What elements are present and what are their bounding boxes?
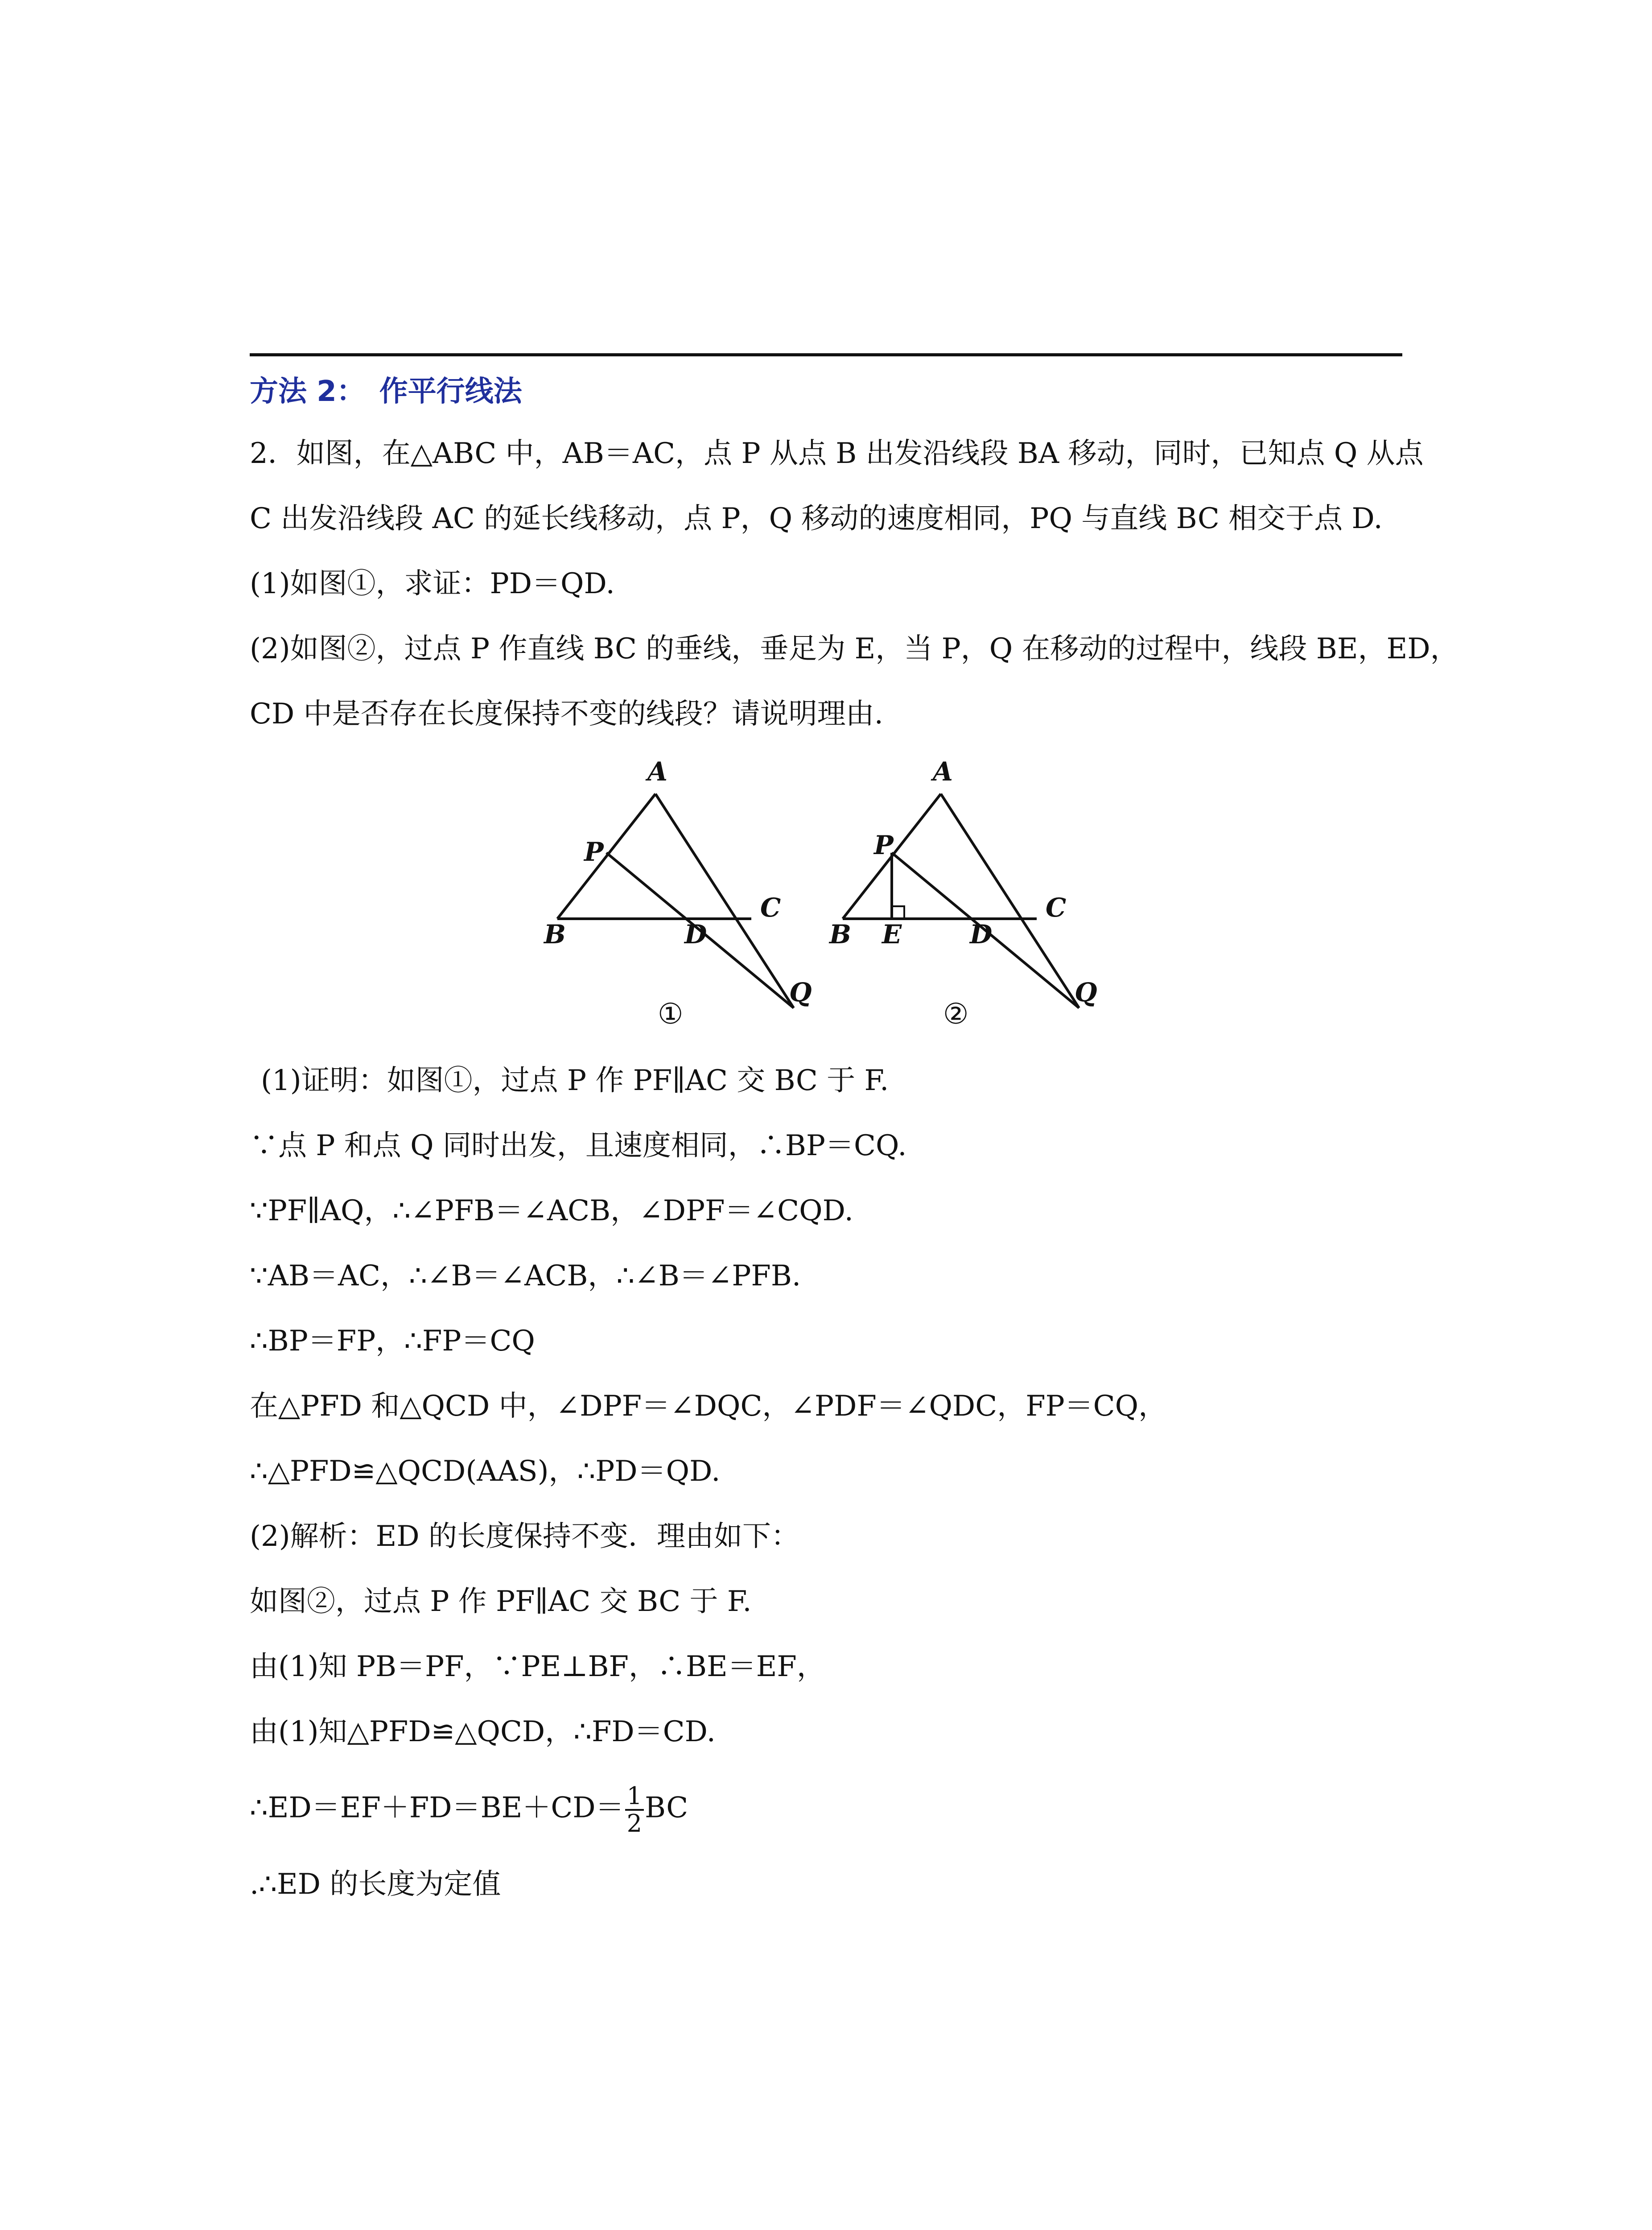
figure-1 [526, 754, 838, 1039]
solution-line-4: ∵AB＝AC，∴∠B＝∠ACB，∴∠B＝∠PFB. [250, 1260, 801, 1293]
label-a: A [647, 756, 668, 787]
solution-line-12 [250, 1783, 688, 1837]
top-rule [250, 353, 1402, 356]
label-d: D [684, 919, 707, 950]
label-q: Q [789, 977, 812, 1008]
fraction-denominator: 2 [626, 1809, 642, 1838]
solution-line-2: ∵点 P 和点 Q 同时出发，且速度相同，∴BP＝CQ. [250, 1129, 907, 1162]
equation-tail: BC [644, 1791, 688, 1825]
label-c: C [1046, 892, 1067, 923]
caption-2: ② [943, 998, 969, 1031]
solution-line-11: 由(1)知△PFD≌△QCD，∴FD＝CD. [250, 1715, 716, 1748]
label-b: B [544, 919, 566, 950]
solution-line-5: ∴BP＝FP，∴FP＝CQ [250, 1325, 535, 1358]
label-p: P [874, 830, 894, 860]
solution-line-1: (1)证明：如图①，过点 P 作 PF∥AC 交 BC 于 F. [261, 1064, 889, 1097]
problem-line-2: C 出发沿线段 AC 的延长线移动，点 P，Q 移动的速度相同，PQ 与直线 BC 相交于点 D. [250, 502, 1383, 535]
problem-line-1: 2．如图，在△ABC 中，AB＝AC，点 P 从点 B 出发沿线段 BA 移动，同时，已知点 Q 从点 [250, 437, 1424, 470]
solution-line-6: 在△PFD 和△QCD 中，∠DPF＝∠DQC，∠PDF＝∠QDC，FP＝CQ， [250, 1390, 1167, 1423]
segment-ab [557, 794, 655, 919]
label-b: B [829, 919, 852, 950]
label-d: D [970, 919, 993, 950]
label-q: Q [1075, 977, 1097, 1008]
section-heading: 方法 2： 作平行线法 [250, 375, 522, 408]
problem-line-5: CD 中是否存在长度保持不变的线段？请说明理由. [250, 698, 883, 731]
solution-line-13: .∴ED 的长度为定值 [250, 1868, 501, 1901]
caption-1: ① [658, 998, 684, 1031]
equation-main: ∴ED＝EF＋FD＝BE＋CD＝ [250, 1791, 624, 1825]
label-a: A [933, 756, 953, 787]
label-c: C [760, 892, 781, 923]
solution-line-3: ∵PF∥AQ，∴∠PFB＝∠ACB，∠DPF＝∠CQD. [250, 1194, 853, 1227]
fraction-numerator: 1 [625, 1783, 644, 1811]
label-p: P [584, 837, 604, 867]
right-angle-mark [892, 906, 904, 919]
fraction-half [625, 1783, 644, 1837]
figure-2 [812, 754, 1133, 1039]
solution-line-7: ∴△PFD≌△QCD(AAS)，∴PD＝QD. [250, 1455, 721, 1488]
problem-line-3: (1)如图①，求证：PD＝QD. [250, 567, 615, 600]
solution-line-8: (2)解析：ED 的长度保持不变．理由如下： [250, 1520, 800, 1553]
solution-line-9: 如图②，过点 P 作 PF∥AC 交 BC 于 F. [250, 1585, 752, 1618]
problem-line-4: (2)如图②，过点 P 作直线 BC 的垂线，垂足为 E，当 P，Q 在移动的过程中，线段 BE，ED， [250, 632, 1459, 665]
label-e: E [882, 919, 902, 950]
solution-line-10: 由(1)知 PB＝PF，∵PE⊥BF，∴BE＝EF， [250, 1650, 825, 1683]
